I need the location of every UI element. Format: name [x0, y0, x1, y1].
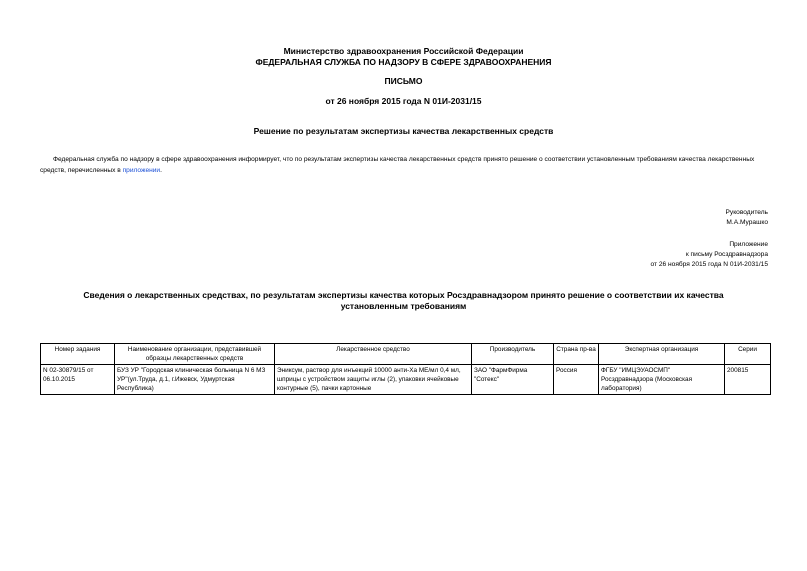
cell-manufacturer: ЗАО "ФармФирма "Сотекс"	[472, 365, 554, 395]
cell-country: Россия	[554, 365, 599, 395]
header-expert-organization: Экспертная организация	[599, 344, 725, 365]
appendix-date-number: от 26 ноября 2015 года N 01И-2031/15	[650, 261, 768, 268]
body-paragraph	[40, 154, 770, 176]
ministry-name: Министерство здравоохранения Российской Федерации	[283, 46, 524, 56]
body-text-end: .	[160, 167, 162, 174]
medicines-table	[40, 343, 771, 395]
table-row	[41, 365, 771, 395]
body-text-start: Федеральная служба по надзору в сфере здравоохранения информирует, что по результатам экспертизы качества лекарственных средств принято решение о соответствии установленным требованиям качества лекарственных средств, перечисленных в	[40, 156, 755, 174]
appendix-reference: к письму Росздравнадзора	[685, 251, 768, 258]
table-title: Сведения о лекарственных средствах, по результатам экспертизы качества которых Росздравнадзором принято решение о соответствии их качества установленным требованиям	[83, 290, 724, 311]
header-manufacturer: Производитель	[472, 344, 554, 365]
header-organization: Наименование организации, представившей образцы лекарственных средств	[115, 344, 275, 365]
header-medicine: Лекарственное средство	[275, 344, 472, 365]
document-subject: Решение по результатам экспертизы качества лекарственных средств	[253, 126, 554, 136]
table-header-row	[41, 344, 771, 365]
signature-role: Руководитель	[725, 209, 768, 216]
service-name: ФЕДЕРАЛЬНАЯ СЛУЖБА ПО НАДЗОРУ В СФЕРЕ ЗДРАВООХРАНЕНИЯ	[255, 57, 552, 67]
header-series: Серии	[725, 344, 771, 365]
appendix-link[interactable]: приложении	[122, 167, 161, 174]
signature-name: М.А.Мурашко	[726, 219, 768, 226]
cell-medicine: Эниксум, раствор для инъекций 10000 анти-Ха МЕ/мл 0,4 мл, шприцы с устройством защиты иглы (2), упаковки ячейковые контурные (5), пачки картонные	[275, 365, 472, 395]
appendix-label: Приложение	[729, 241, 768, 248]
cell-expert-organization: ФГБУ "ИМЦЭУАОСМП" Росздравнадзора (Московская лаборатория)	[599, 365, 725, 395]
document-type: ПИСЬМО	[384, 76, 423, 86]
document-date-number: от 26 ноября 2015 года N 01И-2031/15	[325, 96, 482, 106]
header-country: Страна пр-ва	[554, 344, 599, 365]
cell-organization: БУЗ УР "Городская клиническая больница N 6 МЗ УР"(ул.Труда, д.1, г.Ижевск, Удмуртская Республика)	[115, 365, 275, 395]
cell-series: 200815	[725, 365, 771, 395]
header-task-number: Номер задания	[41, 344, 115, 365]
cell-task-number: N 02-30879/15 от 06.10.2015	[41, 365, 115, 395]
